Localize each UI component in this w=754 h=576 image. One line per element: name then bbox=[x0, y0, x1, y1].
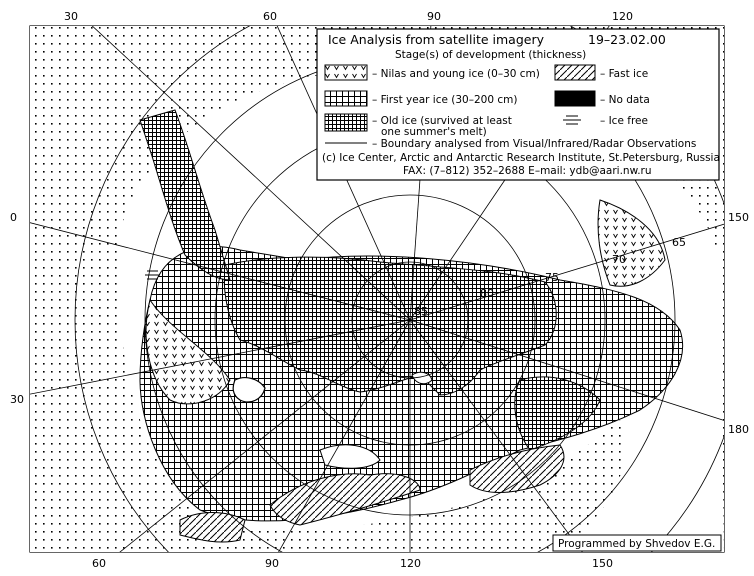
legend-old-ice-2: one summer's melt) bbox=[381, 126, 487, 138]
side-label-right-150: 150 bbox=[728, 211, 749, 224]
side-label-left-0: 0 bbox=[10, 211, 17, 224]
lon-label-bottom-90: 90 bbox=[265, 557, 279, 570]
lon-label-top-30: 30 bbox=[64, 10, 78, 23]
legend-fast-ice: – Fast ice bbox=[600, 68, 649, 80]
legend-nilas: – Nilas and young ice (0–30 cm) bbox=[372, 68, 540, 80]
programmer-credit-box bbox=[553, 535, 721, 551]
legend-contact: FAX: (7–812) 352–2688 E–mail: ydb@aari.nw.ru bbox=[403, 165, 652, 177]
lon-label-top-90: 90 bbox=[427, 10, 441, 23]
legend-boundary: – Boundary analysed from Visual/Infrared/Radar Observations bbox=[372, 138, 697, 150]
lon-label-bottom-150: 150 bbox=[592, 557, 613, 570]
swatch-old-ice bbox=[325, 114, 367, 131]
lat-label-65: 65 bbox=[672, 236, 686, 249]
legend-ice-free: – Ice free bbox=[600, 115, 648, 127]
side-label-right-180: 180 bbox=[728, 423, 749, 436]
lat-label-80: 80 bbox=[480, 287, 494, 300]
legend-first-year: – First year ice (30–200 cm) bbox=[372, 94, 518, 106]
top-longitude-labels bbox=[64, 10, 633, 23]
lon-label-top-120: 120 bbox=[612, 10, 633, 23]
lat-label-75: 75 bbox=[545, 271, 559, 284]
legend-heading: Stage(s) of development (thickness) bbox=[395, 49, 587, 61]
swatch-first-year bbox=[325, 91, 367, 106]
legend-old-ice-1: – Old ice (survived at least bbox=[372, 115, 512, 127]
lat-label-85: 85 bbox=[414, 305, 428, 318]
legend-credit: (c) Ice Center, Arctic and Antarctic Research Institute, St.Petersburg, Russia bbox=[322, 152, 720, 164]
lat-label-70: 70 bbox=[612, 253, 626, 266]
bottom-longitude-labels bbox=[92, 557, 613, 570]
legend-no-data: – No data bbox=[600, 94, 650, 106]
swatch-no-data bbox=[555, 91, 595, 106]
lon-label-bottom-120: 120 bbox=[400, 557, 421, 570]
right-side-labels bbox=[728, 211, 749, 436]
left-side-labels bbox=[10, 211, 24, 406]
fast-ice-white-sea bbox=[180, 513, 245, 543]
programmer-credit: Programmed by Shvedov E.G. bbox=[558, 538, 716, 550]
side-label-left-30: 30 bbox=[10, 393, 24, 406]
legend-date: 19–23.02.00 bbox=[588, 32, 666, 47]
swatch-nilas bbox=[325, 65, 367, 80]
legend-title: Ice Analysis from satellite imagery bbox=[328, 32, 544, 47]
lon-label-bottom-60: 60 bbox=[92, 557, 106, 570]
lon-label-top-60: 60 bbox=[263, 10, 277, 23]
swatch-fast-ice bbox=[555, 65, 595, 80]
legend-box bbox=[317, 29, 720, 180]
